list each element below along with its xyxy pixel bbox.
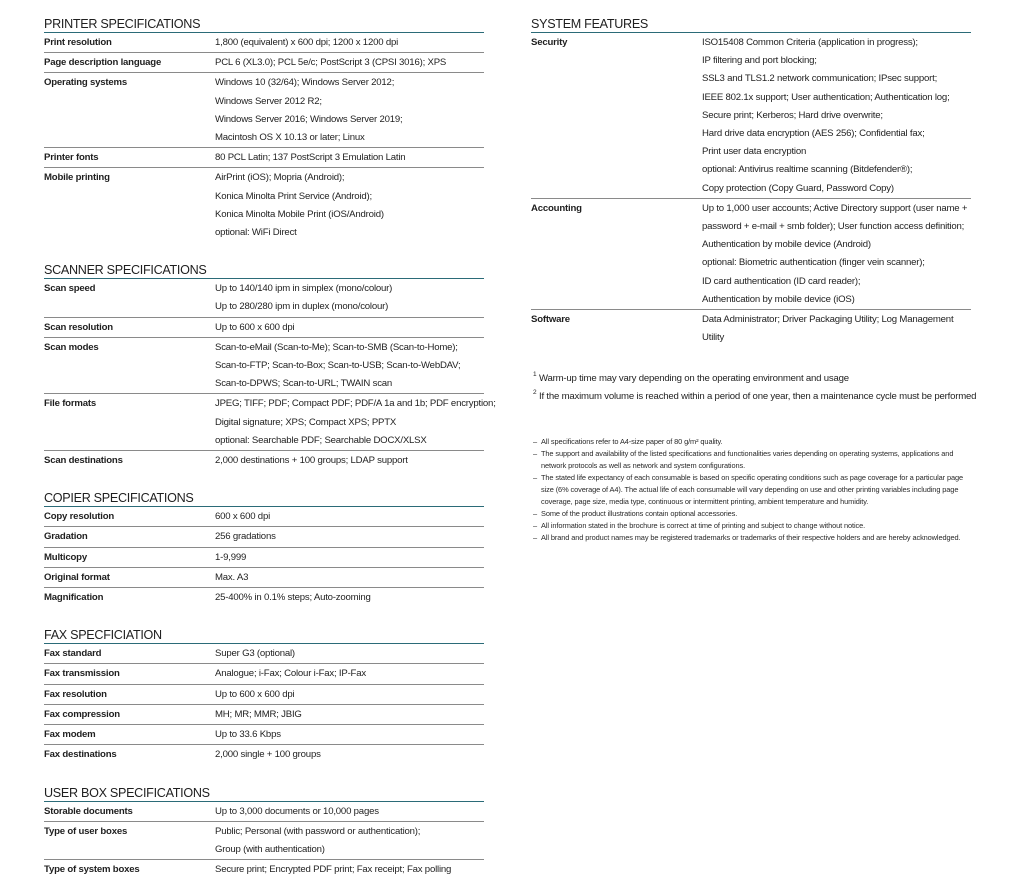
footnote-1 (533, 370, 983, 388)
left-column (44, 17, 496, 879)
note-text: All specifications refer to A4-size paper of 80 g/m² quality. (541, 437, 723, 446)
spec-value-line: 600 x 600 dpi (215, 511, 271, 523)
note-text: All brand and product names may be registered trademarks or trademarks of their respective holders and are hereby acknowledged. (541, 533, 961, 542)
section-gap (44, 765, 484, 786)
spec-label: Copy resolution (44, 511, 115, 523)
dash-bullet-icon: – (533, 533, 538, 542)
spec-value-line: Konica Minolta Mobile Print (iOS/Android) (215, 208, 384, 220)
spec-label: Fax standard (44, 648, 102, 660)
spec-values (215, 588, 484, 607)
spec-label: Fax transmission (44, 668, 120, 680)
system-features-section (531, 17, 971, 347)
spec-values (215, 664, 484, 683)
footnote-text: If the maximum volume is reached within a period of one year, then a maintenance cycle must be performed (539, 391, 977, 403)
spec-label: Storable documents (44, 805, 133, 817)
spec-value-line: 25-400% in 0.1% steps; Auto-zooming (215, 592, 371, 604)
section-gap (44, 607, 484, 628)
section-title: PRINTER SPECIFICATIONS (44, 17, 484, 33)
printer-specifications-section (44, 17, 484, 242)
spec-value-line: Up to 1,000 user accounts; Active Directory support (user name + (702, 202, 968, 214)
spec-value-line: Secure print; Kerberos; Hard drive overwrite; (702, 109, 883, 121)
spec-value-line: Authentication by mobile device (iOS) (702, 293, 855, 305)
spec-value-line: PCL 6 (XL3.0); PCL 5e/c; PostScript 3 (CPSI 3016); XPS (215, 57, 447, 69)
spec-row-fax-destinations (44, 744, 484, 764)
spec-value-line: optional: Antivirus realtime scanning (Bitdefender®); (702, 164, 913, 176)
dash-bullet-icon: – (533, 509, 538, 518)
footnote-2 (533, 388, 983, 406)
spec-value-line: Secure print; Encrypted PDF print; Fax receipt; Fax polling (215, 864, 452, 876)
spec-value-line: optional: Biometric authentication (finger vein scanner); (702, 257, 925, 269)
section-gap (44, 470, 484, 491)
spec-row-gradation (44, 526, 484, 546)
spec-row-fax-transmission (44, 663, 484, 683)
spec-value-line: Up to 3,000 documents or 10,000 pages (215, 805, 379, 817)
note-item (533, 508, 973, 520)
spec-value-line: Scan-to-FTP; Scan-to-Box; Scan-to-USB; Scan-to-WebDAV; (215, 360, 461, 372)
spec-value-line: Up to 140/140 ipm in simplex (mono/colour) (215, 283, 393, 295)
spec-row-fax-modem (44, 724, 484, 744)
dash-bullet-icon: – (533, 521, 538, 530)
spec-row-original-format (44, 567, 484, 587)
note-item (533, 472, 973, 508)
spec-value-line: 2,000 destinations + 100 groups; LDAP support (215, 455, 408, 467)
spec-values (215, 548, 484, 567)
user-box-specifications-section (44, 786, 484, 880)
footnote-mark: 2 (533, 389, 537, 397)
scanner-specifications-section (44, 263, 496, 470)
spec-values (215, 338, 484, 394)
spec-values (215, 802, 484, 821)
spec-value-line: SSL3 and TLS1.2 network communication; IPsec support; (702, 73, 938, 85)
spec-values (702, 33, 971, 198)
spec-row-printer-fonts (44, 147, 484, 167)
spec-values (215, 685, 484, 704)
footnote-text: Warm-up time may vary depending on the operating environment and usage (539, 373, 849, 384)
spec-values (702, 310, 971, 347)
spec-value-line: IEEE 802.1x support; User authentication; Authentication log; (702, 91, 950, 103)
spec-value-line: optional: Searchable PDF; Searchable DOCX/XLSX (215, 434, 427, 446)
spec-label: Type of system boxes (44, 864, 140, 876)
spec-value-line: Hard drive data encryption (AES 256); Confidential fax; (702, 128, 925, 140)
spec-value-line: ISO15408 Common Criteria (application in progress); (702, 37, 918, 48)
spec-value-line: Group (with authentication) (215, 843, 325, 855)
spec-value-line: Digital signature; XPS; Compact XPS; PPTX (215, 416, 397, 428)
spec-value-line: Scan-to-DPWS; Scan-to-URL; TWAIN scan (215, 378, 393, 390)
notes-list (533, 436, 973, 544)
spec-row-file-formats (44, 393, 496, 450)
spec-row-software (531, 309, 971, 347)
spec-label: Software (531, 314, 570, 326)
spec-values (215, 644, 484, 663)
spec-value-line: Utility (702, 332, 725, 344)
spec-value-line: Up to 600 x 600 dpi (215, 688, 295, 700)
spec-row-copy-resolution (44, 507, 484, 526)
spec-values (215, 53, 484, 72)
dash-bullet-icon: – (533, 437, 538, 446)
spec-value-line: Windows Server 2012 R2; (215, 95, 322, 107)
spec-row-storable-documents (44, 802, 484, 821)
spec-label: Gradation (44, 531, 88, 543)
spec-row-fax-standard (44, 644, 484, 663)
note-text: The support and availability of the listed specifications and functionalities varies depending on operating systems, applications and network protocols as well as network and system configurations. (541, 449, 954, 470)
spec-values (215, 73, 484, 147)
spec-value-line: 1-9,999 (215, 551, 247, 563)
note-item (533, 520, 973, 532)
spec-value-line: Scan-to-eMail (Scan-to-Me); Scan-to-SMB (Scan-to-Home); (215, 341, 458, 353)
spec-value-line: optional: WiFi Direct (215, 227, 297, 239)
spec-row-type-of-user-boxes (44, 821, 484, 859)
spec-value-line: Data Administrator; Driver Packaging Utility; Log Management (702, 314, 954, 326)
spec-label: Accounting (531, 202, 582, 214)
note-text: All information stated in the brochure is correct at time of printing and subject to change without notice. (541, 521, 866, 530)
fax-specficiation-section (44, 628, 484, 764)
spec-row-type-of-system-boxes (44, 859, 484, 879)
spec-values (215, 568, 484, 587)
spec-row-scan-speed (44, 279, 484, 316)
spec-value-line: Max. A3 (215, 571, 249, 583)
spec-value-line: Konica Minolta Print Service (Android); (215, 190, 372, 202)
spec-label: Scan destinations (44, 455, 123, 467)
spec-values (215, 822, 484, 859)
spec-label: Scan modes (44, 341, 99, 353)
spec-value-line: Windows 10 (32/64); Windows Server 2012; (215, 77, 395, 89)
spec-value-line: 2,000 single + 100 groups (215, 749, 321, 761)
section-title: SYSTEM FEATURES (531, 17, 971, 33)
spec-values (215, 148, 484, 167)
spec-row-scan-destinations (44, 450, 484, 470)
spec-value-line: ID card authentication (ID card reader); (702, 275, 861, 287)
spec-row-operating-systems (44, 72, 484, 147)
spec-value-line: Print user data encryption (702, 146, 807, 158)
spec-row-fax-compression (44, 704, 484, 724)
spec-label: Printer fonts (44, 152, 99, 164)
spec-values (215, 527, 484, 546)
note-item (533, 448, 973, 472)
spec-values (215, 279, 484, 316)
section-title: FAX SPECFICIATION (44, 628, 484, 644)
spec-label: Page description language (44, 57, 162, 69)
spec-values (215, 725, 484, 744)
spec-label: Fax modem (44, 729, 96, 741)
spec-row-accounting (531, 198, 971, 309)
spec-label: Magnification (44, 592, 104, 604)
spec-row-mobile-printing (44, 167, 484, 242)
spec-value-line: Analogue; i-Fax; Colour i-Fax; IP-Fax (215, 668, 366, 680)
spec-value-line: 1,800 (equivalent) x 600 dpi; 1200 x 1200 dpi (215, 37, 399, 48)
spec-value-line: Authentication by mobile device (Android) (702, 239, 871, 251)
spec-value-line: Macintosh OS X 10.13 or later; Linux (215, 132, 365, 144)
spec-value-line: 80 PCL Latin; 137 PostScript 3 Emulation Latin (215, 152, 406, 164)
note-item (533, 532, 973, 544)
spec-values (215, 451, 484, 470)
spec-row-fax-resolution (44, 684, 484, 704)
section-gap (44, 242, 484, 263)
spec-label: Print resolution (44, 37, 112, 48)
footnote-mark: 1 (533, 371, 537, 378)
copier-specifications-section (44, 491, 484, 607)
spec-row-page-description-language (44, 52, 484, 72)
spec-row-print-resolution (44, 33, 484, 52)
note-text: Some of the product illustrations contain optional accessories. (541, 509, 738, 518)
spec-label: Mobile printing (44, 172, 110, 184)
spec-row-multicopy (44, 547, 484, 567)
spec-label: Scan speed (44, 283, 96, 295)
spec-label: Fax compression (44, 708, 120, 720)
spec-label: Fax resolution (44, 688, 107, 700)
spec-value-line: Up to 600 x 600 dpi (215, 321, 295, 333)
spec-value-line: Windows Server 2016; Windows Server 2019; (215, 113, 403, 125)
spec-value-line: Up to 33.6 Kbps (215, 729, 281, 741)
spec-value-line: MH; MR; MMR; JBIG (215, 708, 302, 720)
spec-label: Fax destinations (44, 749, 117, 761)
spec-values (215, 507, 484, 526)
spec-value-line: IP filtering and port blocking; (702, 55, 817, 67)
section-title: COPIER SPECIFICATIONS (44, 491, 484, 507)
dash-bullet-icon: – (533, 473, 538, 482)
spec-values (702, 199, 971, 309)
spec-label: Scan resolution (44, 321, 113, 333)
spec-values (215, 745, 484, 764)
spec-label: Type of user boxes (44, 825, 128, 837)
spec-label: File formats (44, 398, 96, 410)
spec-label: Security (531, 37, 568, 48)
spec-value-line: password + e-mail + smb folder); User function access definition; (702, 221, 965, 233)
footnotes (533, 370, 983, 406)
spec-row-security (531, 33, 971, 198)
spec-values (215, 318, 484, 337)
spec-values (215, 33, 484, 52)
right-column (531, 17, 971, 347)
spec-label: Operating systems (44, 77, 127, 89)
spec-label: Multicopy (44, 551, 87, 563)
spec-value-line: Public; Personal (with password or authentication); (215, 825, 421, 837)
spec-values (215, 860, 484, 879)
spec-values (215, 705, 484, 724)
spec-row-scan-resolution (44, 317, 484, 337)
spec-value-line: Super G3 (optional) (215, 648, 295, 660)
spec-value-line: Copy protection (Copy Guard, Password Copy) (702, 182, 894, 194)
spec-label: Original format (44, 571, 110, 583)
spec-values (215, 168, 484, 242)
spec-row-scan-modes (44, 337, 484, 394)
spec-row-magnification (44, 587, 484, 607)
spec-value-line: AirPrint (iOS); Mopria (Android); (215, 172, 345, 184)
spec-value-line: JPEG; TIFF; PDF; Compact PDF; PDF/A 1a and 1b; PDF encryption; (215, 398, 496, 410)
note-text: The stated life expectancy of each consumable is based on specific operating conditions such as page coverage for a particular page size (6% coverage of A4). The actual life of each consumable will vary depending on use and other printing variables including page coverage, page size, media type, continuous or intermittent printing, ambient temperature and humidity. (541, 473, 963, 506)
dash-bullet-icon: – (533, 449, 538, 458)
section-title: SCANNER SPECIFICATIONS (44, 263, 484, 279)
spec-values (215, 394, 496, 450)
spec-value-line: Up to 280/280 ipm in duplex (mono/colour) (215, 301, 389, 313)
spec-value-line: 256 gradations (215, 531, 276, 543)
section-title: USER BOX SPECIFICATIONS (44, 786, 484, 802)
note-item (533, 436, 973, 448)
